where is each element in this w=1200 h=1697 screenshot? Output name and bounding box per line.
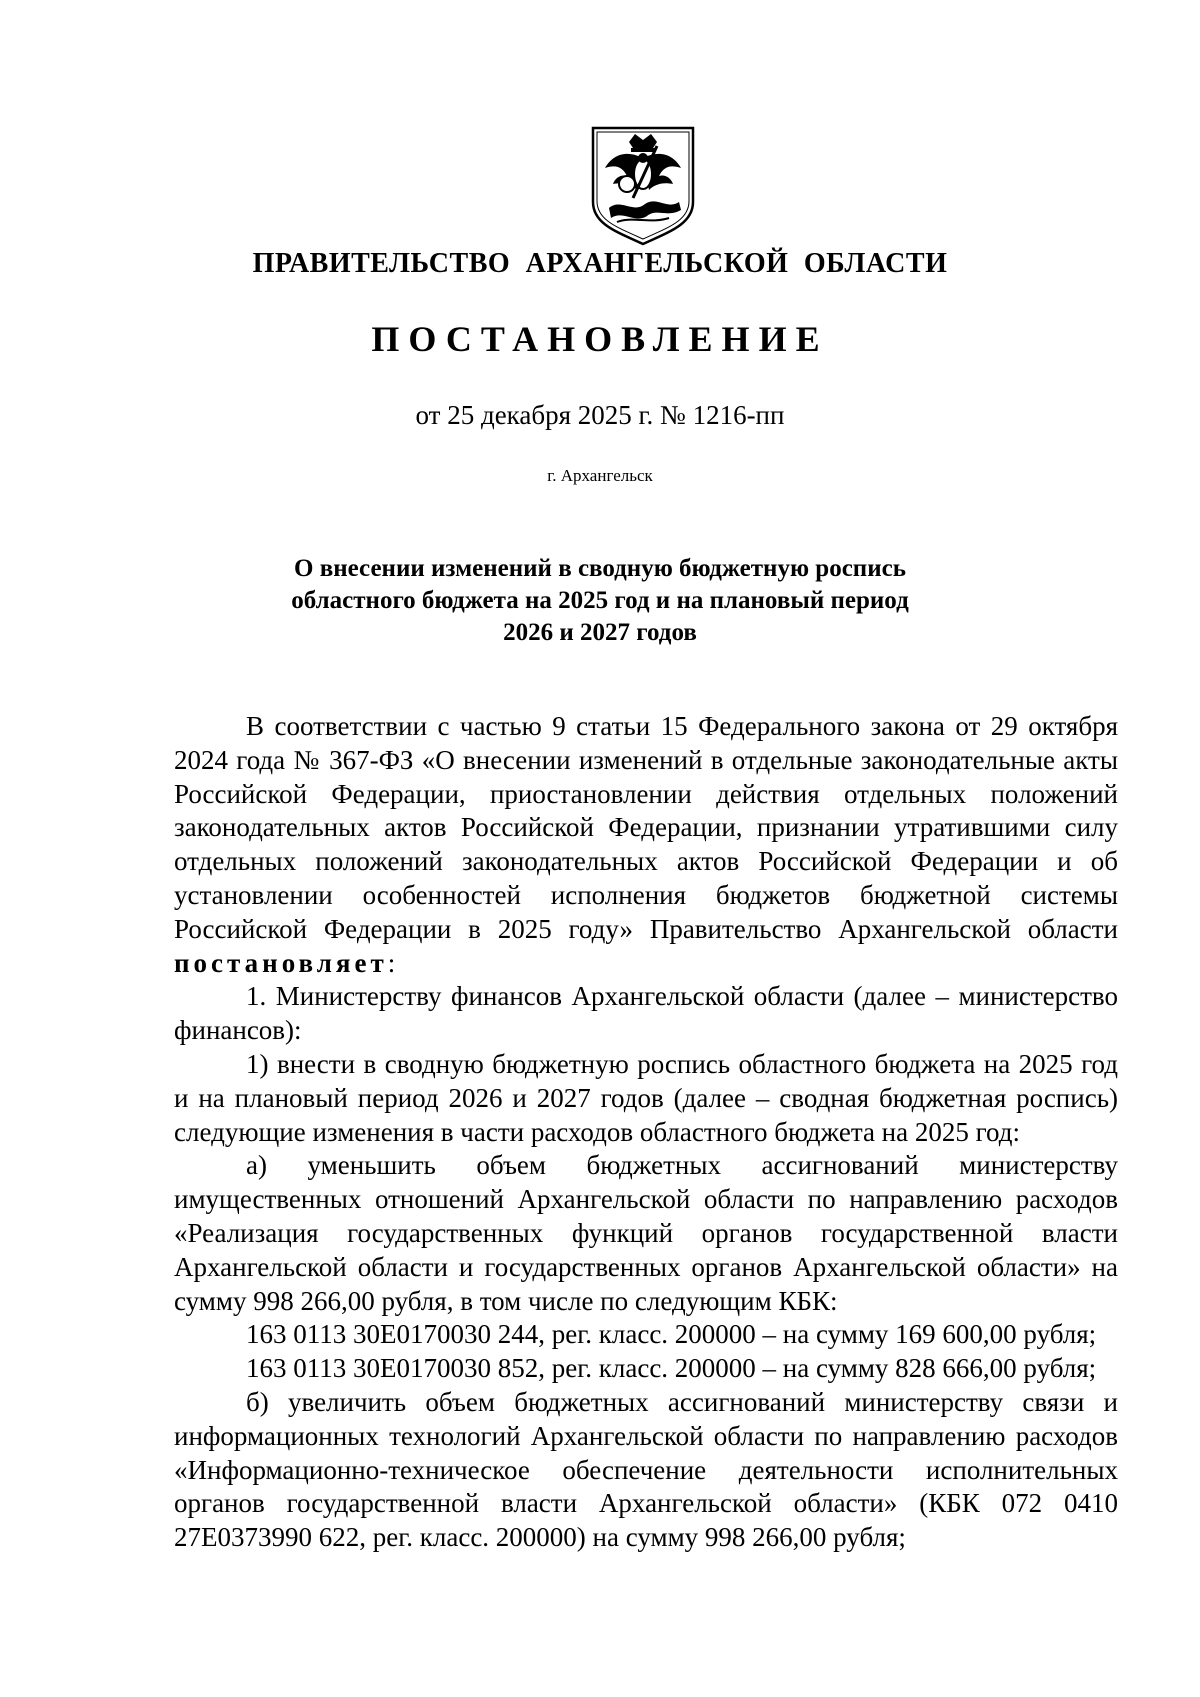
item-a-paragraph: а) уменьшить объем бюджетных ассигнований министерству имущественных отношений Архангельской области по направлению расходов «Реализация государственных функций органов государственной власти Архангельской области и государственных органов Архангельской области» на сумму 998 266,00 рубля, в том числе по следующим КБК: [174,1150,1118,1316]
subject-line: О внесении изменений в сводную бюджетную роспись [294,555,906,582]
decree-word: постановляет [174,947,388,978]
subject-line: областного бюджета на 2025 год и на плановый период [291,587,909,614]
item-b-paragraph: б) увеличить объем бюджетных ассигнований министерству связи и информационных технологий Архангельской области по направлению расходов «Информационно-техническое обеспечение деятельности исполнительных органов государственной власти Архангельской области» (КБК 072 0410 27Е0373990 622, рег. класс. 200000) на сумму 998 266,00 рубля; [174,1386,1118,1553]
item-1-1-paragraph: 1) внести в сводную бюджетную роспись областного бюджета на 2025 год и на плановый период 2026 и 2027 годов (далее – сводная бюджетная роспись) следующие изменения в части расходов областного бюджета на 2025 год: [174,1048,1118,1147]
document-type-title: ПОСТАНОВЛЕНИЕ [371,319,829,359]
preamble-text: В соответствии с частью 9 статьи 15 Федерального закона от 29 октября 2024 года № 367-ФЗ «О внесении изменений в отдельные законодательные акты Российской Федерации, приостановлении действия отдельных положений законодательных актов Российской Федерации, признании утратившими силу отдельных положений законодательных актов Российской Федерации и об установлении особенностей исполнения бюджетов бюджетной системы Российской Федерации в 2025 году» Правительство Архангельской области [174,711,1118,944]
subject-line: 2026 и 2027 годов [503,619,697,646]
coat-of-arms-icon [587,124,699,248]
document-date-number: от 25 декабря 2025 г. № 1216-пп [415,400,785,430]
document-body [174,710,1118,1555]
item-1-paragraph: 1. Министерству финансов Архангельской области (далее – министерство финансов): [174,981,1118,1046]
document-subject [0,553,1200,649]
kbk-line: 163 0113 30Е0170030 852, рег. класс. 200000 – на сумму 828 666,00 рубля; [246,1353,1097,1384]
government-title: ПРАВИТЕЛЬСТВО АРХАНГЕЛЬСКОЙ ОБЛАСТИ [252,248,948,279]
decree-colon: : [387,947,396,978]
kbk-line: 163 0113 30Е0170030 244, рег. класс. 200000 – на сумму 169 600,00 рубля; [246,1319,1097,1350]
document-city: г. Архангельск [547,466,653,485]
preamble-paragraph [174,710,1118,980]
